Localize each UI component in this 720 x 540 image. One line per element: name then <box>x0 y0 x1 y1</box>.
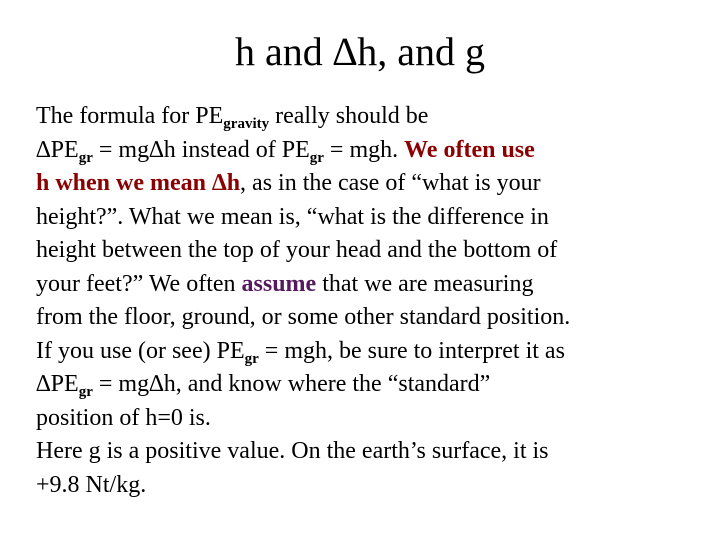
text-line: height?”. What we mean is, “what is the difference in <box>36 203 549 230</box>
paragraph-formula <box>36 100 696 435</box>
emphasis-red: h when we mean ∆h <box>36 170 241 196</box>
text-run: = mgh. <box>323 136 405 163</box>
text-run: that we are measuring <box>316 270 534 297</box>
text-run: = mg∆h instead of PE <box>92 136 310 163</box>
subscript: gr <box>244 350 259 367</box>
text-run: The formula for PE <box>36 103 224 129</box>
text-run: = mgh, be sure to interpret it as <box>258 337 565 364</box>
text-line <box>36 100 696 134</box>
slide-title: h and ∆h, and g <box>235 29 485 74</box>
emphasis-red: We often use <box>404 136 535 163</box>
subscript: gr <box>78 384 93 400</box>
text-line <box>36 335 696 369</box>
text-line <box>36 134 696 168</box>
text-line: from the floor, ground, or some other standard position. <box>36 304 571 330</box>
text-line: Here g is a positive value. On the earth’s surface, it is <box>36 438 549 464</box>
subscript: gravity <box>223 116 270 132</box>
text-run: ∆PE <box>36 136 79 163</box>
text-line: position of h=0 is. <box>36 404 211 431</box>
text-line <box>36 167 696 201</box>
paragraph-g-value <box>36 435 696 502</box>
text-run: = mg∆h, and know where the “standard” <box>92 371 491 397</box>
text-run: , as in the case of “what is your <box>240 170 541 196</box>
text-line <box>36 368 696 402</box>
subscript: gr <box>78 149 93 166</box>
text-run: your feet?” We often <box>36 270 242 297</box>
text-run: really should be <box>269 103 429 129</box>
text-run: If you use (or see) PE <box>36 337 245 364</box>
subscript: gr <box>309 149 324 166</box>
emphasis-purple: assume <box>241 270 317 297</box>
slide-body <box>36 100 696 502</box>
text-line <box>36 268 696 302</box>
text-run: ∆PE <box>36 371 79 397</box>
text-line: +9.8 Nt/kg. <box>36 471 147 498</box>
text-line: height between the top of your head and the bottom of <box>36 237 558 263</box>
